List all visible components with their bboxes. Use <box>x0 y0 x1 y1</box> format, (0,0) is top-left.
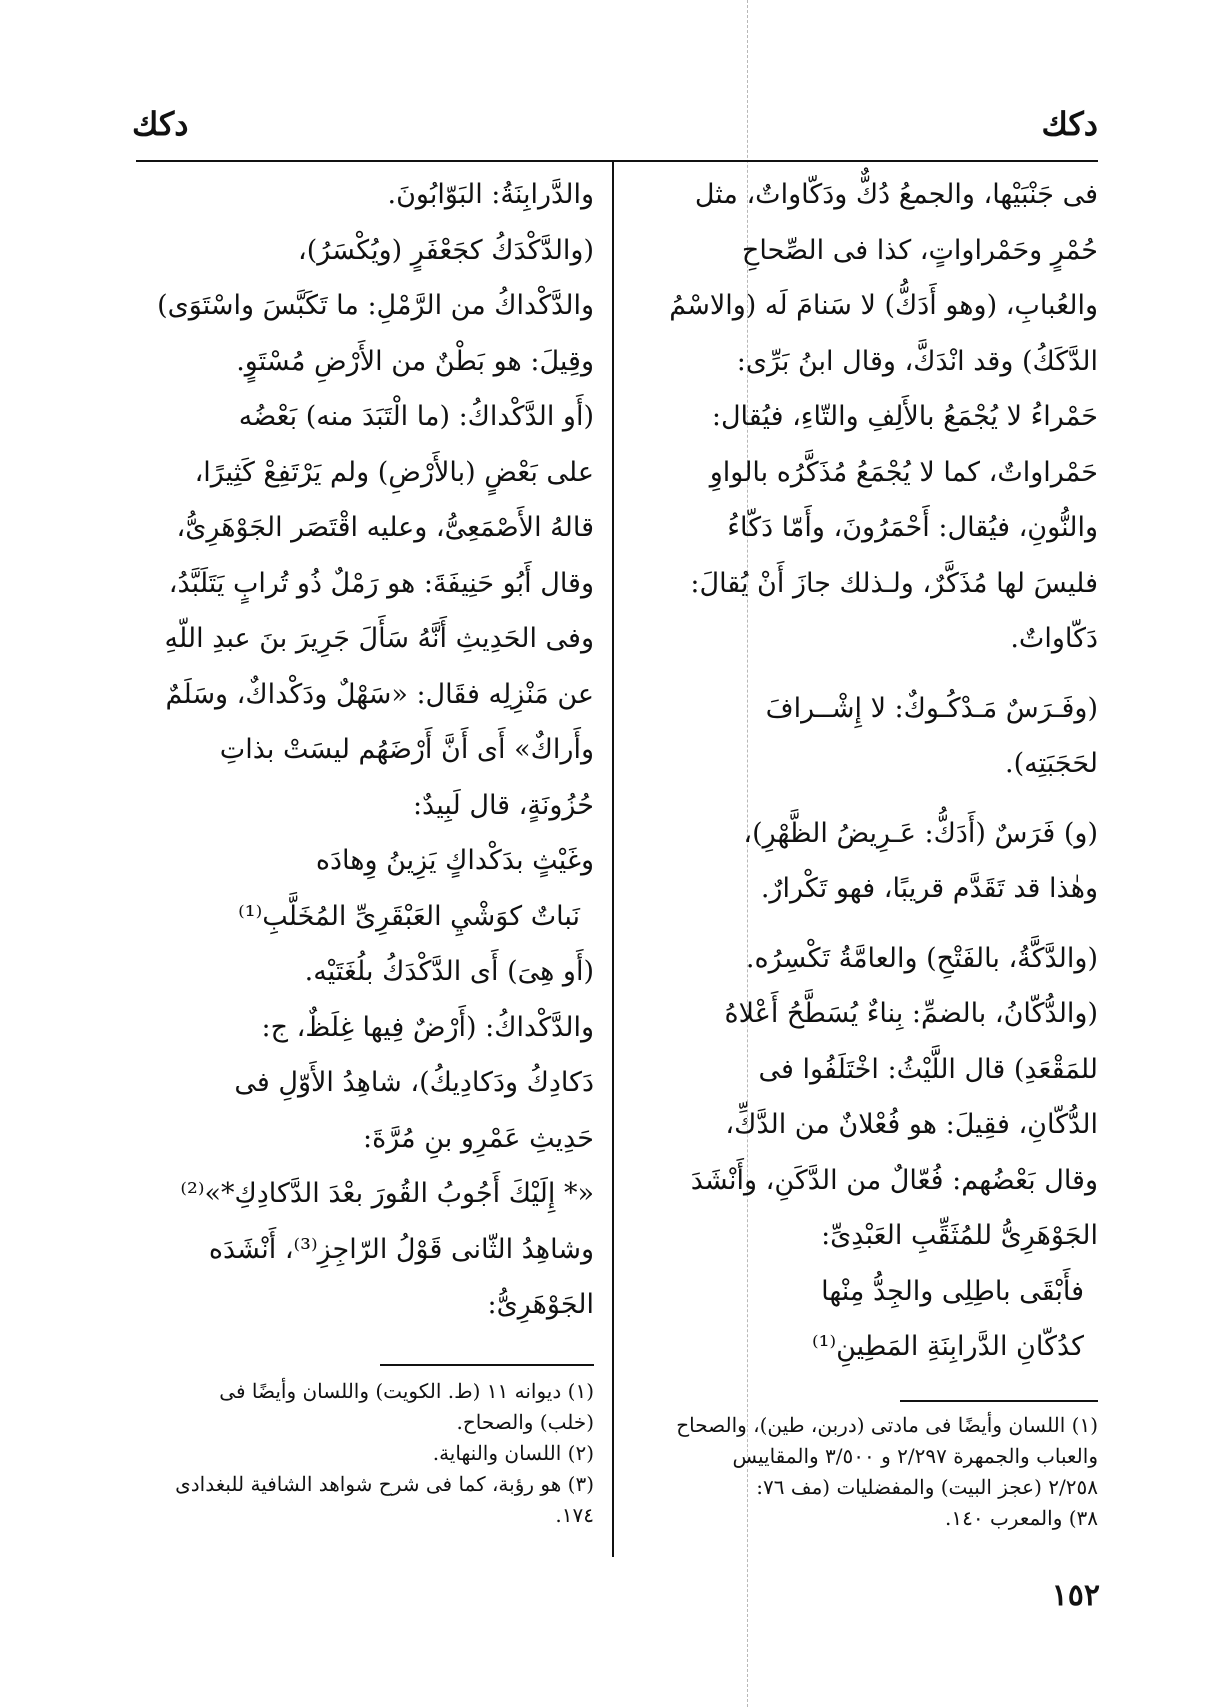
text-line: وفى الحَدِيثِ أَنَّهُ سَأَلَ جَرِيرَ بنَ عبدِ اللّهِ <box>164 623 594 654</box>
text-line: والعُبابِ، (وهو أَدَكُّ) لا سَنامَ لَه (والاسْمُ <box>669 290 1098 321</box>
text-line: للمَقْعَدِ) قال اللَّيْثُ: اخْتَلَفُوا فى <box>758 1053 1098 1085</box>
text-line: الدُّكّانِ، فقِيلَ: هو فُعْلانٌ من الدَّكِّ، <box>725 1109 1098 1140</box>
footnote-rule-left <box>380 1364 594 1366</box>
text-line: الجَوْهَرِىُّ: <box>487 1289 594 1320</box>
text-line: (و) فَرَسٌ (أَدَكُّ: عَـرِيضُ الظَّهْرِ)، <box>743 817 1098 849</box>
text-line: (والدَّكْدَكُ كجَعْفَرٍ (ويُكْسَرُ)، <box>297 234 594 266</box>
header-rule <box>136 160 1098 162</box>
text-line: (والدُّكّانُ، بالضمِّ: بِناءٌ يُسَطَّحُ أَعْلاهُ <box>724 998 1098 1029</box>
text-line: قالهُ الأَصْمَعِىُّ، وعليه اقْتَصَر الجَوْهَرِىُّ، <box>176 512 594 543</box>
text-line: دَكادِكُ ودَكادِيكُ)، شاهِدُ الأَوّلِ فى <box>234 1067 594 1098</box>
footnote-line: والعباب والجمهرة ٢/٢٩٧ و ٣/٥٠٠ والمقاييس <box>732 1444 1098 1468</box>
right-column <box>628 167 1098 1375</box>
text-line: والدَّكْداكُ: (أَرْضٌ فِيها غِلَظٌ، ج: <box>261 1011 594 1043</box>
column-divider <box>612 162 614 1557</box>
footnote-line: (خلب) والصحاح. <box>456 1410 594 1434</box>
header-word-right: دكك <box>1041 105 1098 143</box>
text-line: دَكّاواتٌ. <box>1010 623 1098 654</box>
footnotes-left <box>136 1376 594 1531</box>
text-line: حُزُونَةٍ، قال لَبِيدٌ: <box>412 789 594 821</box>
text-line: حَدِيثِ عَمْرِو بنِ مُرَّةَ: <box>363 1122 594 1154</box>
footnote-line: (٢) اللسان والنهاية. <box>432 1441 594 1465</box>
footnotes-right <box>628 1410 1098 1534</box>
text-line: والنُّونِ، فيُقال: أَحْمَرُونَ، وأَمّا دَكّاءُ <box>727 512 1098 543</box>
text-line: وشاهِدُ الثّانى قَوْلُ الرّاجِزِ⁽³⁾، أَنْشَدَه <box>208 1233 594 1265</box>
text-line: وقِيلَ: هو بَطْنٌ من الأَرْضِ مُسْتَوٍ. <box>236 345 594 377</box>
text-line: الجَوْهَرِىُّ للمُثَقِّبِ العَبْدِىِّ: <box>821 1220 1098 1251</box>
text-line: الدَّكَكُ) وقد انْدَكَّ، وقال ابنُ بَرِّى: <box>736 345 1098 377</box>
text-line: على بَعْضٍ (بالأَرْضِ) ولم يَرْتَفِعْ كَثِيرًا، <box>194 456 594 488</box>
footnote-line: ٢/٢٥٨ (عجز البيت) والمفضليات (مف ٧٦: <box>756 1475 1098 1499</box>
text-line: فى جَنْبَيْها، والجمعُ دُكٌّ ودَكّاواتٌ، مثل <box>694 179 1098 210</box>
text-line: والدَّرابِنَةُ: البَوّابُونَ. <box>387 179 594 210</box>
text-line: وهٰذا قد تَقَدَّم قريبًا، فهو تَكْرارٌ. <box>760 873 1098 904</box>
text-line: وقال بَعْضُهم: فُعّالٌ من الدَّكَنِ، وأَنْشَدَ <box>690 1164 1098 1196</box>
footnote-line: ١٧٤. <box>555 1503 594 1527</box>
text-line: عن مَنْزِلِه فقَال: «سَهْلٌ ودَكْداكٌ، وسَلَمٌ <box>165 678 594 710</box>
header-word-left: دكك <box>132 105 189 143</box>
left-column <box>136 167 594 1333</box>
text-line: (أَو الدَّكْداكُ: (ما الْتَبَدَ منه) بَعْضُه <box>238 401 594 432</box>
verse-line: وغَيْثٍ بدَكْداكٍ يَزِينُ وِهادَه <box>315 845 594 876</box>
text-line: حَمْراواتٌ، كما لا يُجْمَعُ مُذَكَّرُه بالواوِ <box>709 456 1098 488</box>
page-number: ١٥٢ <box>1051 1578 1100 1613</box>
verse-line: فأَبْقَى باطِلِى والجِدُّ مِنْها <box>821 1275 1084 1307</box>
text-line: (والدَّكَّةُ، بالفَتْحِ) والعامَّةُ تَكْسِرُه. <box>745 942 1098 974</box>
text-line: فليسَ لها مُذَكَّرٌ، ولـذلك جازَ أَنْ يُقالَ: <box>690 567 1098 599</box>
text-line: حَمْراءُ لا يُجْمَعُ بالأَلِفِ والتّاءِ، فيُقال: <box>711 401 1098 432</box>
text-line: وأَراكٌ» أَى أَنَّ أَرْضَهُم ليسَتْ بذاتِ <box>219 734 594 765</box>
text-line: (وفَـرَسٌ مَـدْكُـوكٌ: لا إِشْــرافَ <box>765 692 1098 724</box>
verse-line: كدُكّانِ الدَّرابِنَةِ المَطِينِ⁽¹⁾ <box>812 1331 1084 1362</box>
footnote-line: (٣) هو رؤبة، كما فى شرح شواهد الشافية للبغدادى <box>175 1472 594 1496</box>
quote-line: «* إِلَيْكَ أَجُوبُ القُورَ بعْدَ الدَّكادِكِ*»⁽²⁾ <box>180 1178 594 1209</box>
text-line: والدَّكْداكُ من الرَّمْلِ: ما تَكَبَّسَ واسْتَوَى) <box>157 290 594 321</box>
text-line: وقال أَبُو حَنِيفَةَ: هو رَمْلٌ ذُو تُرابٍ يَتَلَبَّدُ، <box>168 567 594 599</box>
footnote-line: (١) اللسان وأيضًا فى مادتى (دربن، طين)، والصحاح <box>676 1413 1098 1437</box>
text-line: (أَو هِىَ) أَى الدَّكْدَكُ بلُغَتَيْه. <box>304 956 594 987</box>
footnote-line: (١) ديوانه ١١ (ط. الكويت) واللسان وأيضًا فى <box>219 1379 594 1403</box>
text-line: حُمْرٍ وحَمْراواتٍ، كذا فى الصِّحاحِ <box>741 234 1098 266</box>
footnote-line: ٣٨) والمعرب ١٤٠. <box>945 1506 1098 1530</box>
footnote-rule-right <box>900 1400 1098 1402</box>
text-line: لحَجَبَتِه). <box>1005 748 1098 779</box>
verse-line: نَباتٌ كوَشْيِ العَبْقَرِىِّ المُخَلَّبِ⁽¹⁾ <box>238 900 580 932</box>
